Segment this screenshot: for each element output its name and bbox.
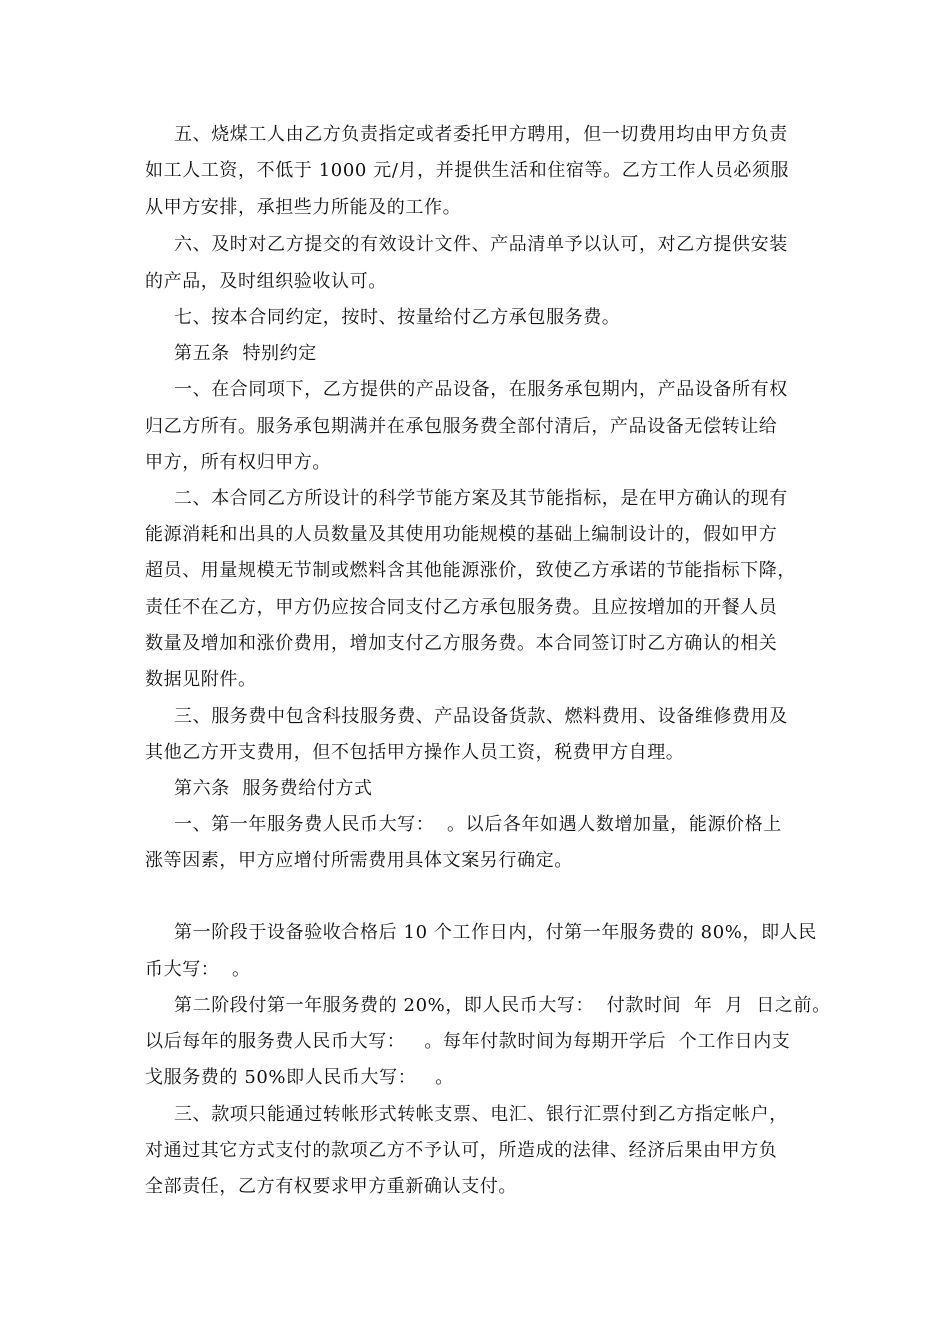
payment-3-line-1: 三、款项只能通过转帐形式转帐支票、电汇、银行汇票付到乙方指定帐户， [174,1104,788,1125]
stage-2-line-2: 以后每年的服务费人民币大写： 。每年付款时间为每期开学后 个工作日内支 [145,1031,791,1052]
special-3-line-2: 其他乙方开支费用，但不包括甲方操作人员工资，税费甲方自理。 [145,742,685,763]
special-1-line-2: 归乙方所有。服务承包期满并在承包服务费全部付清后，产品设备无偿转让给 [145,416,778,437]
payment-3-line-2: 对通过其它方式支付的款项乙方不予认可，所造成的法律、经济后果由甲方负 [145,1140,778,1161]
payment-1-line-2: 涨等因素，甲方应增付所需费用具体文案另行确定。 [145,850,573,871]
stage-2-line-1: 第二阶段付第一年服务费的 20%，即人民币大写： 付款时间 年 月 日之前。 [174,995,831,1016]
special-1-line-3: 甲方，所有权归甲方。 [145,452,331,473]
stage-1-line-1: 第一阶段于设备验收合格后 10 个工作日内，付第一年服务费的 80%，即人民 [174,922,817,943]
stage-2-line-3: 戈服务费的 50%即人民币大写： 。 [145,1067,454,1088]
clause-5-line-1: 五、烧煤工人由乙方负责指定或者委托甲方聘用，但一切费用均由甲方负责 [174,124,788,145]
special-2-line-6: 数据见附件。 [145,669,257,690]
special-2-line-2: 能源消耗和出具的人员数量及其使用功能规模的基础上编制设计的，假如甲方 [145,524,778,545]
article-6-heading: 第六条 服务费给付方式 [174,778,373,799]
payment-3-line-3: 全部责任，乙方有权要求甲方重新确认支付。 [145,1176,517,1197]
clause-5-line-3: 从甲方安排，承担些力所能及的工作。 [145,197,462,218]
payment-1-line-1: 一、第一年服务费人民币大写： 。以后各年如遇人数增加量，能源价格上 [174,814,782,835]
special-1-line-1: 一、在合同项下，乙方提供的产品设备，在服务承包期内，产品设备所有权 [174,379,788,400]
special-2-line-4: 责任不在乙方，甲方仍应按合同支付乙方承包服务费。且应按增加的开餐人员 [145,597,778,618]
article-5-heading: 第五条 特别约定 [174,343,317,364]
special-3-line-1: 三、服务费中包含科技服务费、产品设备货款、燃料费用、设备维修费用及 [174,706,788,727]
clause-6-line-1: 六、及时对乙方提交的有效设计文件、产品清单予以认可，对乙方提供安装 [174,234,788,255]
clause-5-line-2: 如工人工资，不低于 1000 元/月，并提供生活和住宿等。乙方工作人员必须服 [145,160,790,181]
special-2-line-5: 数量及增加和涨价费用，增加支付乙方服务费。本合同签订时乙方确认的相关 [145,633,778,654]
clause-6-line-2: 的产品，及时组织验收认可。 [145,271,387,292]
clause-7-line-1: 七、按本合同约定，按时、按量给付乙方承包服务费。 [174,307,621,328]
special-2-line-3: 超员、用量规模无节制或燃料含其他能源涨价，致使乙方承诺的节能指标下降， [145,560,796,581]
stage-1-line-2: 币大写： 。 [145,959,251,980]
special-2-line-1: 二、本合同乙方所设计的科学节能方案及其节能指标，是在甲方确认的现有 [174,488,788,509]
